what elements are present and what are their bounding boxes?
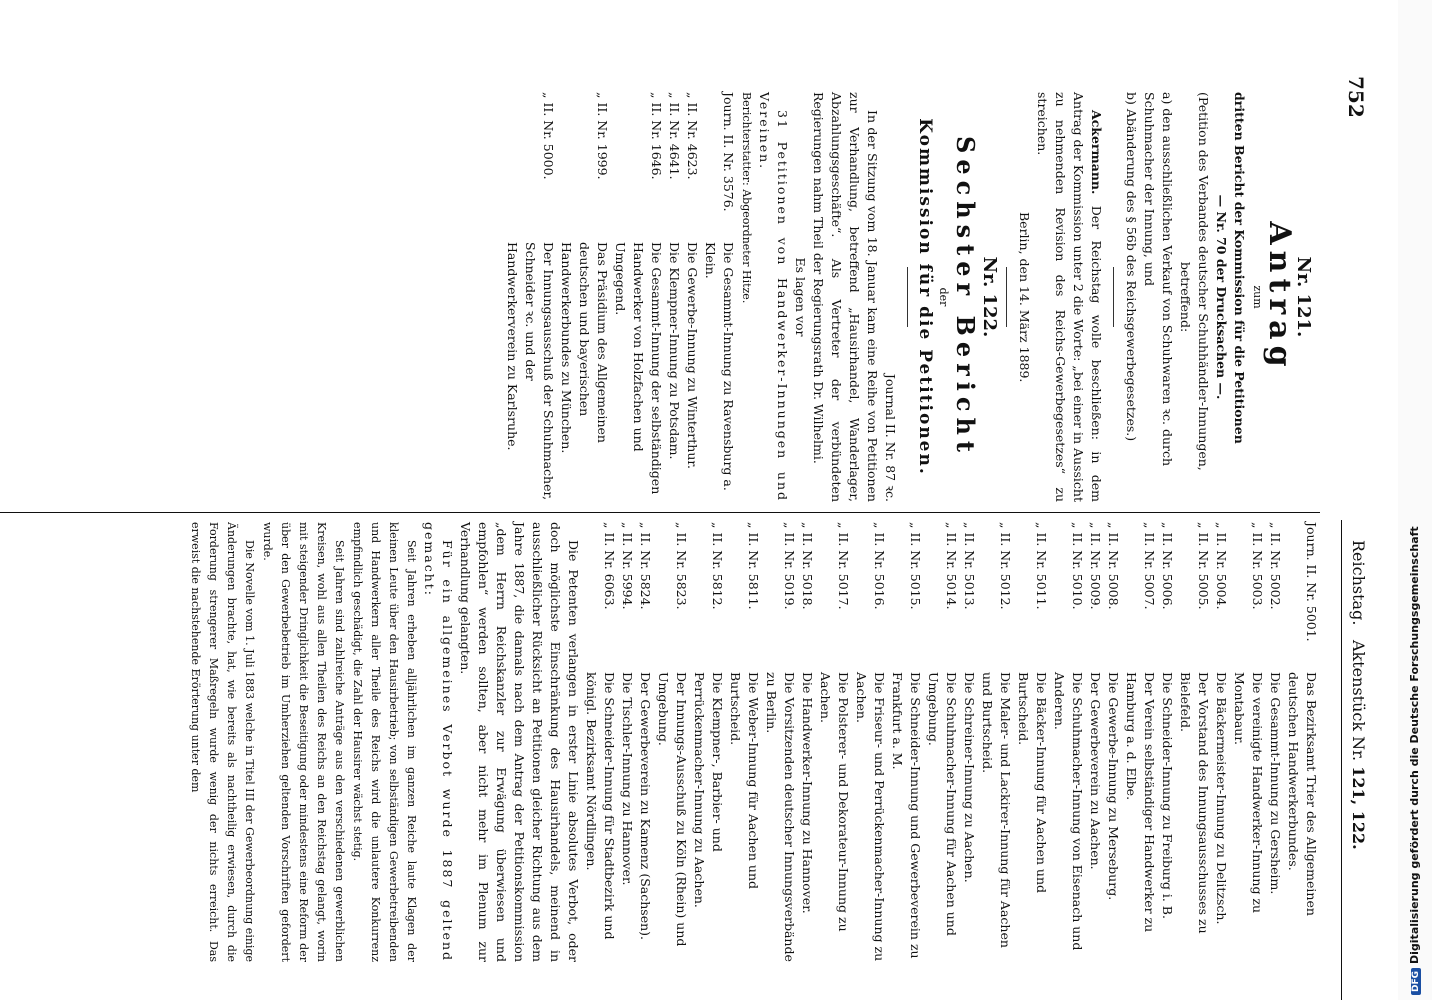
petition-text: Die Klempner-, Barbier- und Perrückenmacher-Innung zu Aachen. bbox=[692, 672, 725, 908]
column-divider bbox=[0, 512, 1320, 513]
petition-text: Die Gesammt-Innung der selbständigen Handwerker von Holzfachen und Umgegend. bbox=[613, 242, 664, 495]
petition-text: Die Gesammt-Innung zu Ravensburg a. Klein. bbox=[703, 242, 736, 491]
paragraph-5: Die Novelle vom 1. Juli 1883 welche in Titel III der Gewerbeordnung einige Änderungen brachte, hat, wie bereits als nachtheilig erwiesen, durch die Forderung strengerer Maßregeln wurde wenig der nichts erreicht. Das erweist die nachstehende Erörterung unter dem bbox=[189, 522, 256, 962]
petition-ref: „ II. Nr. 1999. bbox=[595, 92, 610, 180]
title-line-1: dritten Bericht der Kommission für die Petitionen bbox=[1232, 92, 1247, 444]
petition-entry bbox=[654, 522, 690, 962]
nr121-heading: Nr. 121. bbox=[1293, 256, 1314, 338]
petition-ref: Journ. II. Nr. 3576. bbox=[721, 92, 736, 212]
paragraph-2: Für ein allgemeines Verbot wurde 1887 geltend gemacht: bbox=[422, 522, 455, 962]
petition-entry bbox=[924, 522, 960, 962]
ackermann-paragraph bbox=[1033, 92, 1105, 502]
petition-text: Die Weber-Innung für Aachen und Burtscheid. bbox=[728, 672, 761, 890]
left-entry-list bbox=[503, 92, 737, 502]
page-number: 752 bbox=[1344, 76, 1368, 118]
petition-entry bbox=[611, 92, 665, 502]
petition-text: Die Schneider-Innung und Gewerbeverein zu Frankfurt a. M. bbox=[890, 672, 923, 959]
petition-text: Der Innungs-Ausschuß zu Köln (Rhein) und Umgebung. bbox=[656, 672, 689, 947]
title-line-3: (Petition des Verbandes deutscher Schuhhändler-Innungen, bbox=[1196, 92, 1211, 471]
petition-ref: „ II. Nr. 5000. bbox=[541, 92, 556, 180]
separator bbox=[1113, 267, 1114, 327]
petition-ref: „ II. Nr. 5010. bbox=[1070, 522, 1085, 610]
petition-ref: „ II. Nr. 5811. bbox=[746, 522, 761, 610]
petition-ref: „ II. Nr. 5015. bbox=[908, 522, 923, 610]
petition-entry bbox=[557, 92, 611, 502]
petition-entry bbox=[1284, 522, 1320, 962]
petition-ref: „ II. Nr. 5018. bbox=[800, 522, 815, 610]
der-word: der bbox=[937, 287, 950, 307]
kommission-title: Kommission für die Petitionen. bbox=[915, 118, 935, 476]
petition-entry bbox=[618, 522, 636, 962]
ackermann-text: Der Reichstag wolle beschließen: in dem Antrag der Kommission unter 2 die Worte: „bei einer in Aussicht zu nehmenden Revision des Reichs-Gewerbegesetzes“ zu streichen. bbox=[1035, 92, 1104, 502]
petition-text: Die Schreiner-Innung zu Aachen. bbox=[962, 672, 977, 883]
petition-ref: „ II. Nr. 6063. bbox=[602, 522, 617, 610]
petition-ref: „ II. Nr. 5016. bbox=[872, 522, 887, 610]
petition-text: Die Handwerker-Innung zu Hannover. bbox=[800, 672, 815, 914]
nr122-heading: Nr. 122. bbox=[979, 256, 1000, 338]
petition-text: Die Gewerbe-Innung zu Merseburg. bbox=[1106, 672, 1121, 901]
petition-text: Die Klempner-Innung zu Potsdam. bbox=[667, 242, 682, 460]
petition-text: Der Gewerbeverein zu Kamenz (Sachsen). bbox=[638, 672, 653, 940]
petition-text: Das Bezirksamt Trier des Allgemeinen deutschen Handwerkerbundes. bbox=[1286, 672, 1319, 916]
petition-text: Der Innungsausschuß der Schuhmacher, Schneider ꝛc. und der Handwerkerverein zu Karlsruhe. bbox=[505, 242, 556, 501]
petition-text: Die Bäcker-Innung für Aachen und Burtscheid. bbox=[1016, 672, 1049, 893]
petition-ref: „ II. Nr. 4641. bbox=[667, 92, 682, 180]
petition-text: Der Gewerbeverein zu Aachen. bbox=[1088, 672, 1103, 870]
petition-entry bbox=[1266, 522, 1284, 962]
petition-text: Die Gewerbe-Innung zu Winterthur. bbox=[685, 242, 700, 469]
petition-entry bbox=[582, 522, 618, 962]
petition-entry bbox=[665, 92, 683, 502]
petition-ref: „ II. Nr. 5008. bbox=[1106, 522, 1121, 610]
petition-entry bbox=[1122, 522, 1158, 962]
petition-ref: „ II. Nr. 5007. bbox=[1142, 522, 1157, 610]
petition-ref: „ II. Nr. 5823. bbox=[674, 522, 689, 610]
petition-entry bbox=[1086, 522, 1104, 962]
petition-text: Die vereinigte Handwerker-Innung zu Montabaur. bbox=[1232, 672, 1265, 914]
petition-entry bbox=[503, 92, 557, 502]
date-line: Berlin, den 14. März 1889. bbox=[1017, 212, 1032, 383]
petition-entry bbox=[816, 522, 852, 962]
petition-entry bbox=[798, 522, 816, 962]
dfg-credit-text: Digitalisierung gefördert durch die Deutsche Forschungsgemeinschaft bbox=[1408, 526, 1421, 964]
dfg-logo: DFG bbox=[1411, 968, 1421, 995]
dfg-credit bbox=[1408, 526, 1421, 995]
petition-text: Die Schuhmacher-Innung von Eisenach und Anderen. bbox=[1052, 672, 1085, 951]
petition-ref: „ II. Nr. 5012. bbox=[998, 522, 1013, 610]
item-b: b) Abänderung des § 56b des Reichsgewerbegesetzes.) bbox=[1124, 92, 1139, 442]
title-line-2: — Nr. 70 der Drucksachen —. bbox=[1214, 194, 1229, 400]
journal-ref: Journal II. Nr. 87 ꝛc. bbox=[883, 373, 898, 502]
right-column bbox=[0, 522, 1320, 962]
header-right bbox=[1349, 640, 1368, 850]
petition-ref: „ II. Nr. 5005. bbox=[1196, 522, 1211, 610]
header-right-prefix: Aktenstück Nr. bbox=[1349, 640, 1368, 762]
petition-entry bbox=[1230, 522, 1266, 962]
petition-entry bbox=[978, 522, 1014, 962]
petition-entry bbox=[1104, 522, 1122, 962]
intro-paragraph: In der Sitzung vom 18. Januar kam eine Reihe von Petitionen zur Verhandlung, betreffend „Hausirhandel, Wanderlager, Abzahlungsgeschäfte“. Als Vertreter der verbündeten Regierungen nahm Theil der Regierungsrath Dr. Wilhelmi. bbox=[811, 92, 880, 502]
item-a: a) den ausschließlichen Verkauf von Schuhwaren ꝛc. durch Schuhmacher der Innung, und bbox=[1142, 92, 1175, 467]
petition-ref: „ II. Nr. 5014. bbox=[944, 522, 959, 610]
petition-text: Der Verein selbständiger Handwerker zu Hamburg a. d. Elbe. bbox=[1124, 672, 1157, 933]
header-left: Reichstag. bbox=[1349, 540, 1368, 626]
page-header bbox=[1320, 0, 1380, 1000]
paragraph-1: Die Petenten verlangen in erster Linie absolutes Verbot, oder doch möglichste Einschränkung des Hausirhandels, meinend in ausschließlicher Rücksicht an Petitionen gleicher Richtung aus dem Jahre 1887, die damals nach dem Antrag der Petitionskommission „dem Herrn Reichskanzler zur Erwägung überwiesen und empfohlen“ werden sollten, aber nicht mehr im Plenum zur Verhandlung gelangten. bbox=[458, 522, 581, 962]
petition-text: Die Tischler-Innung zu Hannover. bbox=[620, 672, 635, 886]
petition-ref: „ II. Nr. 5011. bbox=[1034, 522, 1049, 610]
petition-entry bbox=[960, 522, 978, 962]
es-lagen: Es lagen vor bbox=[793, 257, 808, 337]
petition-entry bbox=[762, 522, 798, 962]
petitionen-count: 31 Petitionen von Handwerker-Innungen und Vereinen. bbox=[757, 92, 790, 502]
berichterstatter: Berichterstatter: Abgeordneter Hitze. bbox=[740, 92, 753, 304]
petition-entry bbox=[636, 522, 654, 962]
petition-ref: Journ. II. Nr. 5001. bbox=[1304, 522, 1319, 642]
petition-ref: „ II. Nr. 5006. bbox=[1160, 522, 1175, 610]
digitization-sidebar bbox=[1398, 0, 1432, 1000]
zum-word: zum bbox=[1251, 285, 1264, 309]
right-entry-list bbox=[582, 522, 1320, 962]
petition-entry bbox=[701, 92, 737, 502]
petition-entry bbox=[888, 522, 924, 962]
ackermann-label: Ackermann. bbox=[1089, 110, 1104, 195]
petition-entry bbox=[1050, 522, 1086, 962]
antrag-title: Antrag bbox=[1262, 221, 1297, 373]
petition-text: Der Vorstand des Innungsausschusses zu Bielefeld. bbox=[1178, 672, 1211, 934]
petition-entry bbox=[1158, 522, 1176, 962]
petition-ref: „ II. Nr. 5824. bbox=[638, 522, 653, 610]
header-rule bbox=[1341, 520, 1342, 1000]
petition-text: Die Vorsitzenden deutscher Innungsverbände zu Berlin. bbox=[764, 672, 797, 962]
header-right-nums: 121, 122. bbox=[1349, 766, 1368, 850]
separator bbox=[907, 267, 908, 327]
petition-ref: „ II. Nr. 5994. bbox=[620, 522, 635, 610]
petition-entry bbox=[1212, 522, 1230, 962]
petition-text: Die Polsterer- und Dekorateur-Innung zu Aachen. bbox=[818, 672, 851, 932]
betreffend: betreffend: bbox=[1178, 261, 1193, 333]
petition-ref: „ II. Nr. 5017. bbox=[836, 522, 851, 610]
petition-ref: „ II. Nr. 5009. bbox=[1088, 522, 1103, 610]
petition-text: Die Maler- und Lackirer-Innung für Aachen und Burtscheid. bbox=[980, 672, 1013, 948]
petition-ref: „ II. Nr. 5019. bbox=[782, 522, 797, 610]
petition-ref: „ II. Nr. 5812. bbox=[710, 522, 725, 610]
petition-entry bbox=[690, 522, 726, 962]
petition-text: Die Friseur- und Perrückenmacher-Innung zu Aachen. bbox=[854, 672, 887, 962]
petition-text: Die Schneider-Innung zu Freiburg i. B. bbox=[1160, 672, 1175, 919]
petition-ref: „ II. Nr. 4623. bbox=[685, 92, 700, 180]
petition-text: Die Bäckermeister-Innung zu Delitzsch. bbox=[1214, 672, 1229, 925]
petition-ref: „ II. Nr. 1646. bbox=[649, 92, 664, 180]
petition-ref: „ II. Nr. 5003. bbox=[1250, 522, 1265, 610]
left-column bbox=[0, 92, 1320, 502]
paragraph-4: Seit Jahren sind zahlreiche Anträge aus den verschiedenen gewerblichen Kreisen, wohl aus allen Theilen des Reichs an den Reichstag gelangt, worin mit steigender Dringlichkeit die Beseitigung oder mindestens eine Reform der über den Gewerbebetrieb im Umherziehen geltenden Vorschriften gefordert wurde. bbox=[261, 522, 346, 962]
petition-text: Die Gesammt-Innung zu Gersheim. bbox=[1268, 672, 1283, 895]
petition-ref: „ II. Nr. 5002. bbox=[1268, 522, 1283, 610]
sechster-bericht-title: Sechster Bericht bbox=[951, 136, 980, 458]
petition-entry bbox=[726, 522, 762, 962]
petition-text: Das Präsidium des Allgemeinen deutschen und bayerischen Handwerkerbundes zu München. bbox=[559, 242, 610, 454]
petition-entry bbox=[1014, 522, 1050, 962]
separator bbox=[1006, 267, 1007, 327]
petition-text: Die Schneider-Innung für Stadtbezirk und königl. Bezirksamt Nördlingen. bbox=[584, 672, 617, 940]
petition-text: Die Schuhmacher-Innung für Aachen und Umgebung. bbox=[926, 672, 959, 936]
petition-ref: „ II. Nr. 5013. bbox=[962, 522, 977, 610]
petition-entry bbox=[1176, 522, 1212, 962]
petition-entry bbox=[683, 92, 701, 502]
petition-ref: „ II. Nr. 5004. bbox=[1214, 522, 1229, 610]
petition-entry bbox=[852, 522, 888, 962]
paragraph-3: Seit Jahren erheben alljährlichen im ganzen Reiche laute Klagen der kleinen Leute über den Hausirbetrieb; von selbständigen Gewerbetreibenden und Handwerkern aller Theile des Reichs wird die unlautere Konkurrenz empfindlich geschädigt, die Zahl der Hausirer wächst stetig. bbox=[351, 522, 418, 962]
